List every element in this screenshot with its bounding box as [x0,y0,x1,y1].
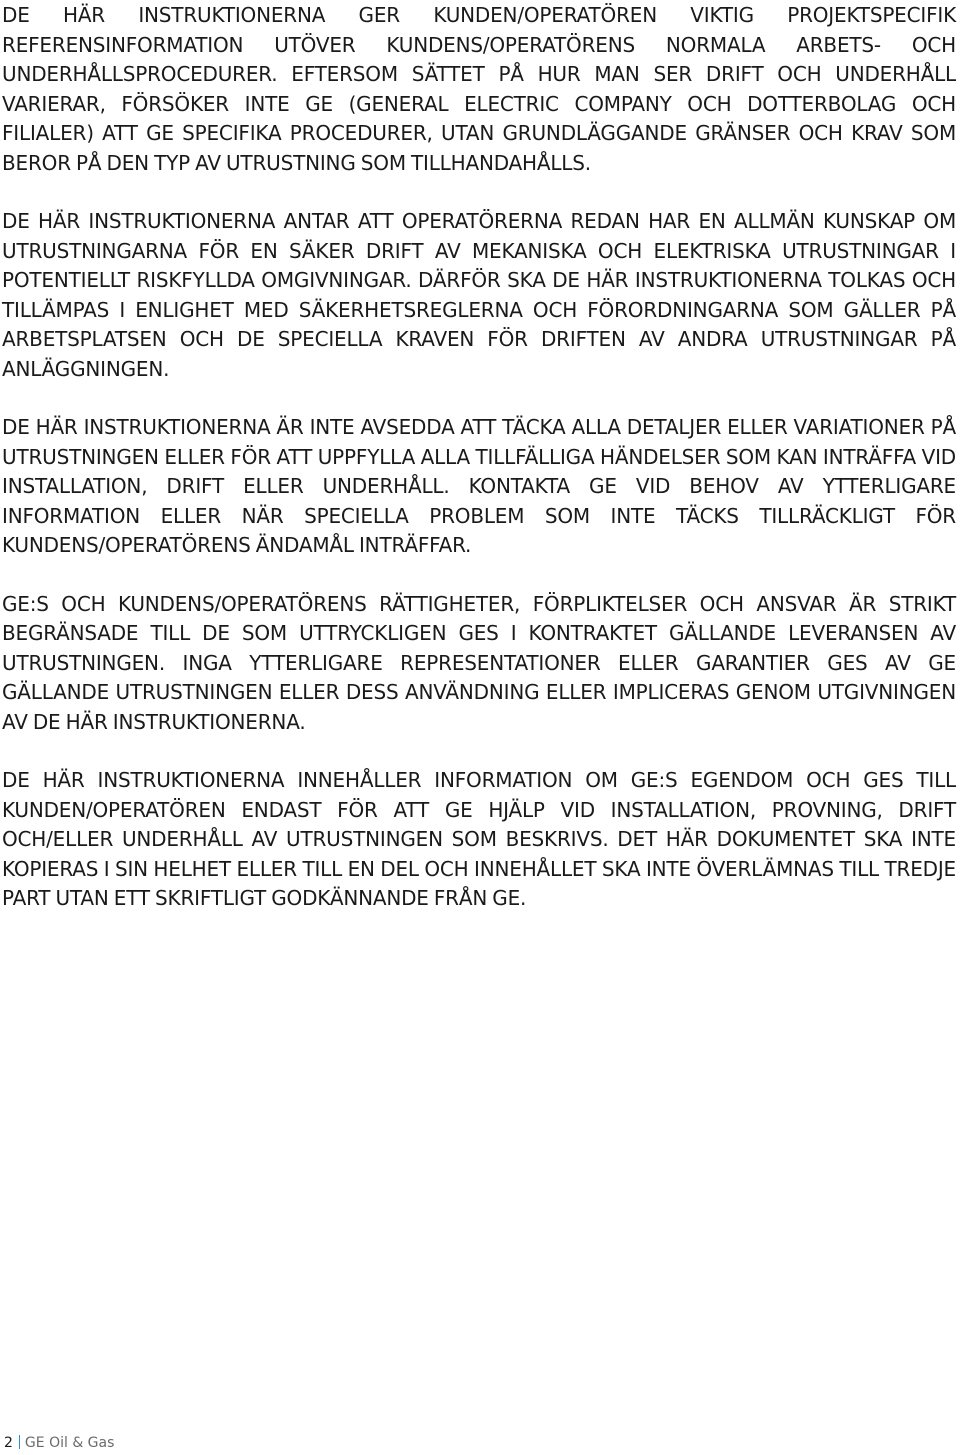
footer-company: GE Oil & Gas [24,1435,115,1451]
footer-separator [19,1435,20,1449]
paragraph-operator-knowledge: DE HÄR INSTRUKTIONERNA ANTAR ATT OPERATÖRERNA REDAN HAR EN ALLMÄN KUNSKAP OM UTRUSTNINGARNA FÖR EN SÄKER DRIFT AV MEKANISKA OCH ELEKTRISKA UTRUSTNINGAR I POTENTIELLT RISKFYLLDA OMGIVNINGAR. DÄRFÖR SKA DE HÄR INSTRUKTIONERNA TOLKAS OCH TILLÄMPAS I ENLIGHET MED SÄKERHETSREGLERNA OCH FÖRORDNINGARNA SOM GÄLLER PÅ ARBETSPLATSEN OCH DE SPECIELLA KRAVEN FÖR DRIFTEN AV ANDRA UTRUSTNINGAR PÅ ANLÄGGNINGEN. [2,209,956,381]
page-footer [4,1434,114,1452]
page-number: 2 [4,1435,13,1451]
paragraph-proprietary-information: DE HÄR INSTRUKTIONERNA INNEHÅLLER INFORMATION OM GE:S EGENDOM OCH GES TILL KUNDEN/OPERATÖREN ENDAST FÖR ATT GE HJÄLP VID INSTALLATION, PROVNING, DRIFT OCH/ELLER UNDERHÅLL AV UTRUSTNINGEN SOM BESKRIVS. DET HÄR DOKUMENTET SKA INTE KOPIERAS I SIN HELHET ELLER TILL EN DEL OCH INNEHÅLLET SKA INTE ÖVERLÄMNAS TILL TREDJE PART UTAN ETT SKRIFTLIGT GODKÄNNANDE FRÅN GE. [2,768,956,910]
paragraph-coverage-limits: DE HÄR INSTRUKTIONERNA ÄR INTE AVSEDDA ATT TÄCKA ALLA DETALJER ELLER VARIATIONER PÅ UTRUSTNINGEN ELLER FÖR ATT UPPFYLLA ALLA TILLFÄLLIGA HÄNDELSER SOM KAN INTRÄFFA VID INSTALLATION, DRIFT ELLER UNDERHÅLL. KONTAKTA GE VID BEHOV AV YTTERLIGARE INFORMATION ELLER NÄR SPECIELLA PROBLEM SOM INTE TÄCKS TILLRÄCKLIGT FÖR KUNDENS/OPERATÖRENS ÄNDAMÅL INTRÄFFAR. [2,415,956,557]
document-body [2,1,956,943]
paragraph-scope: DE HÄR INSTRUKTIONERNA GER KUNDEN/OPERATÖREN VIKTIG PROJEKTSPECIFIK REFERENSINFORMATION UTÖVER KUNDENS/OPERATÖRENS NORMALA ARBETS- OCH UNDERHÅLLSPROCEDURER. EFTERSOM SÄTTET PÅ HUR MAN SER DRIFT OCH UNDERHÅLL VARIERAR, FÖRSÖKER INTE GE (GENERAL ELECTRIC COMPANY OCH DOTTERBOLAG OCH FILIALER) ATT GE SPECIFIKA PROCEDURER, UTAN GRUNDLÄGGANDE GRÄNSER OCH KRAV SOM BEROR PÅ DEN TYP AV UTRUSTNING SOM TILLHANDAHÅLLS. [2,3,956,175]
paragraph-rights-obligations: GE:S OCH KUNDENS/OPERATÖRENS RÄTTIGHETER, FÖRPLIKTELSER OCH ANSVAR ÄR STRIKT BEGRÄNSADE TILL DE SOM UTTRYCKLIGEN GES I KONTRAKTET GÄLLANDE LEVERANSEN AV UTRUSTNINGEN. INGA YTTERLIGARE REPRESENTATIONER ELLER GARANTIER GES AV GE GÄLLANDE UTRUSTNINGEN ELLER DESS ANVÄNDNING ELLER IMPLICERAS GENOM UTGIVNINGEN AV DE HÄR INSTRUKTIONERNA. [2,591,956,734]
